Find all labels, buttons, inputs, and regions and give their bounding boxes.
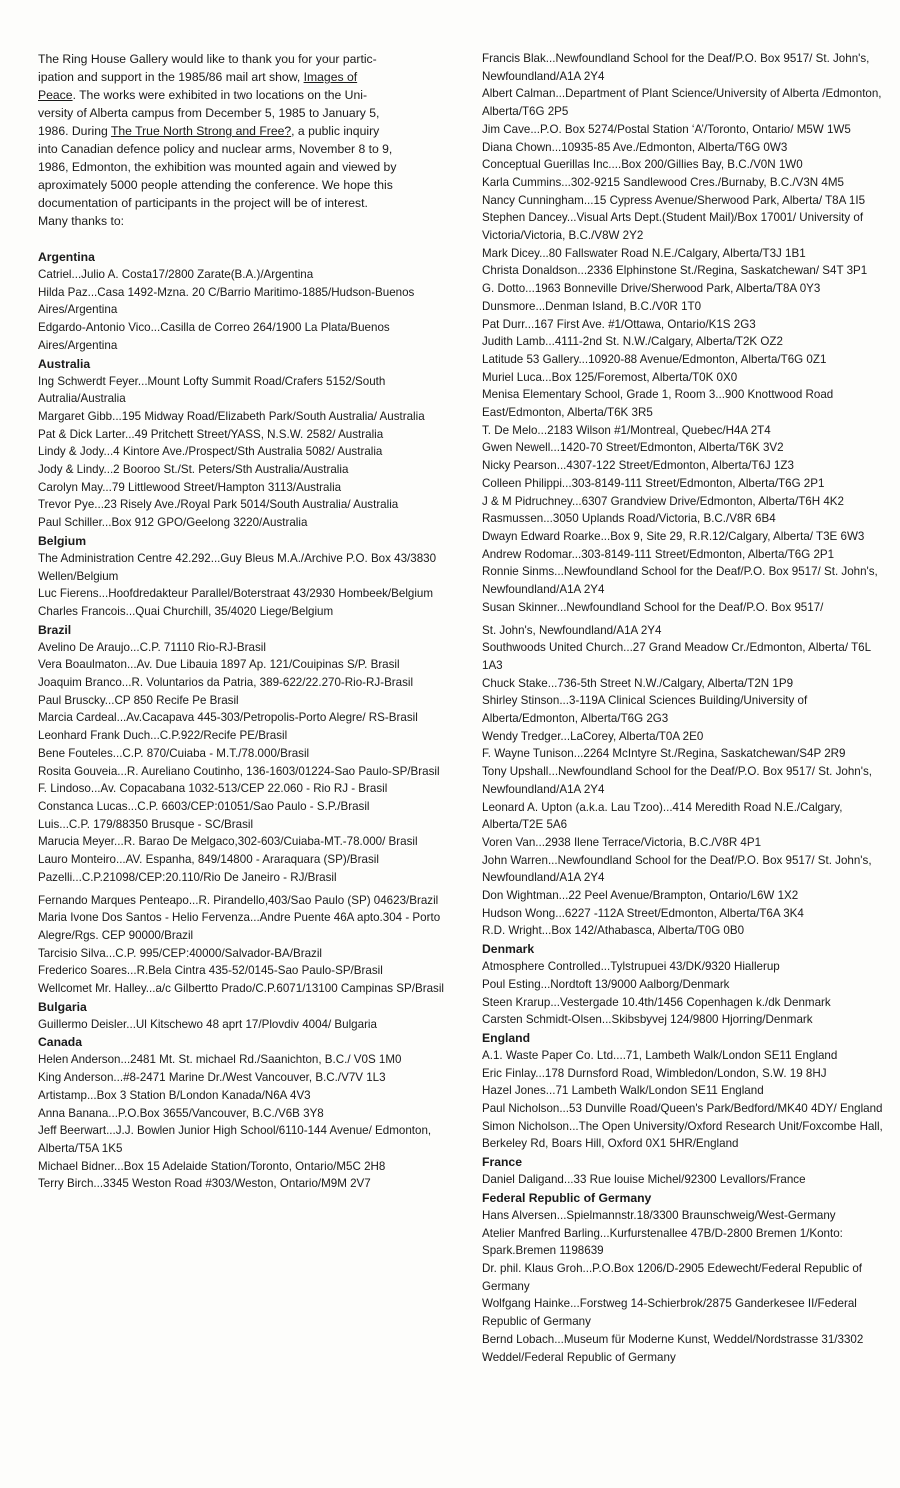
- country-heading: Federal Republic of Germany: [482, 1190, 652, 1205]
- participant-entry: Hans Alversen...Spielmannstr.18/3300 Braunschweig/West-Germany: [482, 1208, 836, 1222]
- participant-entry: Trevor Pye...23 Risely Ave./Royal Park 5014/South Australia/ Australia: [38, 498, 399, 512]
- participant-entry: Andrew Rodomar...303-8149-111 Street/Edmonton, Alberta/T6G 2P1: [482, 547, 835, 561]
- participant-entry: Charles Francois...Quai Churchill, 35/4020 Liege/Belgium: [38, 604, 334, 618]
- participant-entry: Anna Banana...P.O.Box 3655/Vancouver, B.C./V6B 3Y8: [38, 1106, 324, 1120]
- country-heading: Bulgaria: [38, 999, 87, 1014]
- participant-entry: Helen Anderson...2481 Mt. St. michael Rd./Saanichton, B.C./ V0S 1M0: [38, 1053, 402, 1067]
- participant-entry: Pat & Dick Larter...49 Pritchett Street/YASS, N.S.W. 2582/ Australia: [38, 427, 384, 441]
- participant-entry: Carolyn May...79 Littlewood Street/Hampton 3113/Australia: [38, 480, 342, 494]
- participant-entry: Maria Ivone Dos Santos - Helio Fervenza...Andre Puente 46A apto.304 - Porto Alegre/Rgs. CEP 90000/Brazil: [38, 911, 441, 942]
- participant-entry: Bernd Lobach...Museum für Moderne Kunst, Weddel/Nordstrasse 31/3302 Weddel/Federal Republic of Germany: [482, 1332, 864, 1364]
- country-heading: Belgium: [38, 533, 87, 548]
- participant-entry: Gwen Newell...1420-70 Street/Edmonton, Alberta/T6K 3V2: [482, 441, 784, 455]
- participant-entry: Hudson Wong...6227 -112A Street/Edmonton, Alberta/T6A 3K4: [482, 906, 804, 920]
- participant-entry: Dunsmore...Denman Island, B.C./V0R 1T0: [482, 299, 702, 313]
- inquiry-title: The True North Strong and Free?: [110, 124, 292, 138]
- intro-text-2: . The works were exhibited in two locations on the Uni- versity of Alberta campus from December 5, 1985 to January 5, 1986. During: [38, 88, 380, 138]
- participant-entry: Stephen Dancey...Visual Arts Dept.(Student Mail)/Box 17001/ University of Victoria/Victoria, B.C./V8W 2Y2: [482, 211, 864, 243]
- participant-entry: Voren Van...2938 Ilene Terrace/Victoria, B.C./V8R 4P1: [482, 835, 762, 849]
- participant-entry: Atmosphere Controlled...Tylstrupuei 43/DK/9320 Hiallerup: [482, 960, 780, 974]
- participant-entry: Diana Chown...10935-85 Ave./Edmonton, Alberta/T6G 0W3: [482, 140, 788, 154]
- participant-entry: Simon Nicholson...The Open University/Oxford Research Unit/Foxcombe Hall, Berkeley Rd, Boars Hill, Oxford 0X1 5HR/England: [482, 1119, 883, 1151]
- participant-entry: Chuck Stake...736-5th Street N.W./Calgary, Alberta/T2N 1P9: [482, 676, 794, 690]
- participant-entry: Jim Cave...P.O. Box 5274/Postal Station ‘A’/Toronto, Ontario/ M5W 1W5: [482, 122, 851, 136]
- participant-entry: J & M Pidruchney...6307 Grandview Drive/Edmonton, Alberta/T6H 4K2: [482, 494, 844, 508]
- participant-entry: Eric Finlay...178 Durnsford Road, Wimbledon/London, S.W. 19 8HJ: [482, 1066, 827, 1080]
- country-heading: Canada: [38, 1035, 83, 1050]
- participant-entry: Rosita Gouveia...R. Aureliano Coutinho, 136-1603/01224-Sao Paulo-SP/Brasil: [38, 764, 440, 778]
- participant-entry: F. Lindoso...Av. Copacabana 1032-513/CEP 22.060 - Rio RJ - Brasil: [38, 782, 388, 796]
- participant-entry: Avelino De Araujo...C.P. 71110 Rio-RJ-Brasil: [38, 640, 266, 654]
- participant-entry: St. John's, Newfoundland/A1A 2Y4: [482, 623, 662, 637]
- participant-entry: Christa Donaldson...2336 Elphinstone St./Regina, Saskatchewan/ S4T 3P1: [482, 264, 868, 278]
- participant-entry: Paul Schiller...Box 912 GPO/Geelong 3220/Australia: [38, 516, 308, 530]
- participant-entry: Colleen Philippi...303-8149-111 Street/Edmonton, Alberta/T6G 2P1: [482, 476, 825, 490]
- participant-entry: Daniel Daligand...33 Rue louise Michel/92300 Levallors/France: [482, 1173, 806, 1187]
- participant-entry: Poul Esting...Nordtoft 13/9000 Aalborg/Denmark: [482, 977, 730, 991]
- participant-list-right: [482, 50, 894, 1366]
- participant-entry: The Administration Centre 42.292...Guy Bleus M.A./Archive P.O. Box 43/3830 Wellen/Belgium: [38, 551, 437, 583]
- participant-entry: Paul Nicholson...53 Dunville Road/Queen's Park/Bedford/MK40 4DY/ England: [482, 1102, 883, 1116]
- participant-list-left: [38, 248, 446, 1193]
- participant-entry: Karla Cummins...302-9215 Sandlewood Cres./Burnaby, B.C./V3N 4M5: [482, 175, 844, 189]
- participant-entry: Ronnie Sinms...Newfoundland School for the Deaf/P.O. Box 9517/ St. John's, Newfoundland/A1A 2Y4: [482, 565, 878, 597]
- participant-entry: Francis Blak...Newfoundland School for the Deaf/P.O. Box 9517/ St. John's, Newfoundland/A1A 2Y4: [482, 52, 870, 83]
- participant-entry: Marcia Cardeal...Av.Cacapava 445-303/Petropolis-Porto Alegre/ RS-Brasil: [38, 711, 418, 725]
- participant-entry: G. Dotto...1963 Bonneville Drive/Sherwood Park, Alberta/T8A 0Y3: [482, 282, 821, 296]
- participant-entry: Lauro Monteiro...AV. Espanha, 849/14800 - Araraquara (SP)/Brasil: [38, 853, 379, 867]
- participant-entry: Southwoods United Church...27 Grand Meadow Cr./Edmonton, Alberta/ T6L 1A3: [482, 641, 871, 672]
- participant-entry: Edgardo-Antonio Vico...Casilla de Correo 264/1900 La Plata/Buenos Aires/Argentina: [38, 321, 390, 352]
- participant-entry: Frederico Soares...R.Bela Cintra 435-52/0145-Sao Paulo-SP/Brasil: [38, 964, 383, 978]
- participant-entry: F. Wayne Tunison...2264 McIntyre St./Regina, Saskatchewan/S4P 2R9: [482, 747, 846, 761]
- participant-entry: Catriel...Julio A. Costa17/2800 Zarate(B.A.)/Argentina: [38, 268, 314, 281]
- participant-entry: Artistamp...Box 3 Station B/London Kanada/N6A 4V3: [38, 1088, 311, 1102]
- intro-text-1: The Ring House Gallery would like to thank you for your partic- ipation and support in the 1985/86 mail art show,: [38, 52, 377, 84]
- participant-entry: Luis...C.P. 179/88350 Brusque - SC/Brasil: [38, 817, 254, 831]
- participant-entry: Atelier Manfred Barling...Kurfurstenallee 47B/D-2800 Bremen 1/Konto: Spark.Bremen 1198639: [482, 1226, 843, 1258]
- participant-entry: Wellcomet Mr. Halley...a/c Gilbertto Prado/C.P.6071/13100 Campinas SP/Brasil: [38, 982, 444, 996]
- participant-entry: Guillermo Deisler...Ul Kitschewo 48 aprt 17/Plovdiv 4004/ Bulgaria: [38, 1017, 377, 1031]
- participant-entry: Leonard A. Upton (a.k.a. Lau Tzoo)...414 Meredith Road N.E./Calgary, Alberta/T2E 5A6: [482, 800, 843, 832]
- participant-entry: Tony Upshall...Newfoundland School for the Deaf/P.O. Box 9517/ St. John's, Newfoundland/A1A 2Y4: [482, 765, 872, 796]
- participant-entry: Don Wightman...22 Peel Avenue/Brampton, Ontario/L6W 1X2: [482, 889, 799, 903]
- participant-entry: Wendy Tredger...LaCorey, Alberta/T0A 2E0: [482, 729, 704, 743]
- participant-entry: Marucia Meyer...R. Barao De Melgaco,302-603/Cuiaba-MT.-78.000/ Brasil: [38, 835, 418, 849]
- participant-entry: Jody & Lindy...2 Booroo St./St. Peters/Sth Australia/Australia: [38, 463, 349, 477]
- participant-entry: Nicky Pearson...4307-122 Street/Edmonton, Alberta/T6J 1Z3: [482, 459, 794, 473]
- participant-entry: Conceptual Guerillas Inc....Box 200/Gillies Bay, B.C./V0N 1W0: [482, 158, 803, 172]
- participant-entry: Albert Calman...Department of Plant Science/University of Alberta /Edmonton, Alberta/T6G 2P5: [482, 87, 882, 119]
- participant-entry: Vera Boaulmaton...Av. Due Libauia 1897 Ap. 121/Couipinas S/P. Brasil: [38, 658, 400, 672]
- country-heading: Australia: [38, 356, 91, 371]
- participant-entry: Luc Fierens...Hoofdredakteur Parallel/Boterstraat 43/2930 Hombeek/Belgium: [38, 587, 434, 601]
- intro-paragraph: [38, 50, 446, 230]
- participant-entry: Lindy & Jody...4 Kintore Ave./Prospect/Sth Australia 5082/ Australia: [38, 445, 383, 459]
- participant-entry: Fernando Marques Penteapo...R. Pirandello,403/Sao Paulo (SP) 04623/Brazil: [38, 893, 439, 907]
- participant-entry: Pazelli...C.P.21098/CEP:20.110/Rio De Janeiro - RJ/Brasil: [38, 870, 337, 884]
- participant-entry: Dr. phil. Klaus Groh...P.O.Box 1206/D-2905 Edewecht/Federal Republic of Germany: [482, 1262, 863, 1293]
- participant-entry: Judith Lamb...4111-2nd St. N.W./Calgary, Alberta/T2K OZ2: [482, 335, 783, 349]
- participant-entry: Dwayn Edward Roarke...Box 9, Site 29, R.R.12/Calgary, Alberta/ T3E 6W3: [482, 529, 865, 543]
- participant-entry: Margaret Gibb...195 Midway Road/Elizabeth Park/South Australia/ Australia: [38, 409, 425, 423]
- participant-entry: Paul Bruscky...CP 850 Recife Pe Brasil: [38, 693, 239, 707]
- participant-entry: Ing Schwerdt Feyer...Mount Lofty Summit Road/Crafers 5152/South Autralia/Australia: [38, 374, 386, 406]
- participant-entry: Leonhard Frank Duch...C.P.922/Recife PE/Brasil: [38, 729, 288, 743]
- participant-entry: Mark Dicey...80 Fallswater Road N.E./Calgary, Alberta/T3J 1B1: [482, 246, 806, 260]
- participant-entry: Shirley Stinson...3-119A Clinical Sciences Building/University of Alberta/Edmonton, Alberta/T6G 2G3: [482, 694, 808, 726]
- left-column: [38, 50, 446, 1193]
- participant-entry: Muriel Luca...Box 125/Foremost, Alberta/T0K 0X0: [482, 370, 738, 384]
- participant-entry: Steen Krarup...Vestergade 10.4th/1456 Copenhagen k./dk Denmark: [482, 995, 831, 1009]
- participant-entry: T. De Melo...2183 Wilson #1/Montreal, Quebec/H4A 2T4: [482, 423, 771, 437]
- participant-entry: Bene Fouteles...C.P. 870/Cuiaba - M.T./78.000/Brasil: [38, 746, 310, 760]
- participant-entry: Terry Birch...3345 Weston Road #303/Weston, Ontario/M9M 2V7: [38, 1177, 371, 1191]
- participant-entry: A.1. Waste Paper Co. Ltd....71, Lambeth Walk/London SE11 England: [482, 1048, 838, 1062]
- participant-entry: Tarcisio Silva...C.P. 995/CEP:40000/Salvador-BA/Brazil: [38, 946, 322, 960]
- participant-entry: Rasmussen...3050 Uplands Road/Victoria, B.C./V8R 6B4: [482, 512, 776, 526]
- participant-entry: Hilda Paz...Casa 1492-Mzna. 20 C/Barrio Maritimo-1885/Hudson-Buenos Aires/Argentina: [38, 285, 415, 317]
- participant-entry: Michael Bidner...Box 15 Adelaide Station/Toronto, Ontario/M5C 2H8: [38, 1159, 386, 1173]
- participant-entry: Pat Durr...167 First Ave. #1/Ottawa, Ontario/K1S 2G3: [482, 317, 756, 331]
- participant-entry: Menisa Elementary School, Grade 1, Room 3...900 Knottwood Road East/Edmonton, Alberta/T6K 3R5: [482, 388, 834, 420]
- participant-entry: Nancy Cunningham...15 Cypress Avenue/Sherwood Park, Alberta/ T8A 1I5: [482, 193, 866, 207]
- country-heading: France: [482, 1155, 522, 1170]
- participant-entry: King Anderson...#8-2471 Marine Dr./West Vancouver, B.C./V7V 1L3: [38, 1071, 386, 1085]
- intro-text-3: , a public inquiry into Canadian defence policy and nuclear arms, November 8 to 9, 1986, Edmonton, the exhibition was mounted again and viewed by aproximately 5000 people attending the conference. We hope this documentation of participants in the project will be of interest. Many thanks to:: [38, 124, 397, 228]
- country-heading: Brazil: [38, 622, 72, 637]
- country-heading: England: [482, 1030, 531, 1045]
- participant-entry: Jeff Beerwart...J.J. Bowlen Junior High School/6110-144 Avenue/ Edmonton, Alberta/T5A 1K5: [38, 1124, 432, 1155]
- participant-entry: Hazel Jones...71 Lambeth Walk/London SE11 England: [482, 1084, 764, 1098]
- participant-entry: Constanca Lucas...C.P. 6603/CEP:01051/Sao Paulo - S.P./Brasil: [38, 799, 370, 813]
- participant-entry: Joaquim Branco...R. Voluntarios da Patria, 389-622/22.270-Rio-RJ-Brasil: [38, 676, 414, 690]
- country-heading: Argentina: [38, 250, 95, 264]
- country-heading: Denmark: [482, 942, 535, 957]
- participant-entry: John Warren...Newfoundland School for the Deaf/P.O. Box 9517/ St. John's, Newfoundland/A1A 2Y4: [482, 853, 872, 885]
- show-title: Images of Peace: [38, 70, 358, 102]
- participant-entry: Wolfgang Hainke...Forstweg 14-Schierbrok/2875 Ganderkesee II/Federal Republic of Germany: [482, 1297, 857, 1329]
- right-column: [482, 50, 894, 1366]
- participant-entry: R.D. Wright...Box 142/Athabasca, Alberta/T0G 0B0: [482, 924, 745, 938]
- participant-entry: Latitude 53 Gallery...10920-88 Avenue/Edmonton, Alberta/T6G 0Z1: [482, 352, 827, 366]
- participant-entry: Carsten Schmidt-Olsen...Skibsbyvej 124/9800 Hjorring/Denmark: [482, 1013, 813, 1027]
- participant-entry: Susan Skinner...Newfoundland School for the Deaf/P.O. Box 9517/: [482, 600, 824, 614]
